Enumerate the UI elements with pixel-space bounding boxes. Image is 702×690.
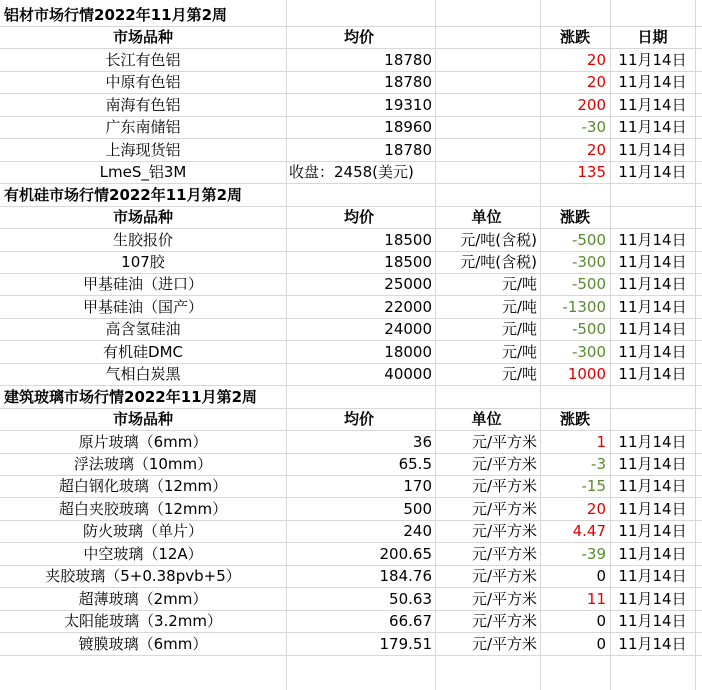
price-value[interactable]: 18960 bbox=[384, 118, 432, 137]
close-value[interactable]: 收盘：2458(美元) bbox=[289, 163, 414, 182]
date-value[interactable]: 11月14日 bbox=[618, 589, 687, 608]
change-value[interactable]: 0 bbox=[596, 567, 606, 586]
product-name[interactable]: 高含氢硅油 bbox=[105, 320, 181, 339]
header-change[interactable]: 涨跌 bbox=[559, 410, 590, 429]
unit-value[interactable]: 元/吨 bbox=[501, 297, 537, 316]
table-row bbox=[0, 116, 702, 139]
table-row bbox=[0, 49, 702, 72]
product-name[interactable]: 南海有色铝 bbox=[105, 95, 181, 114]
change-value[interactable]: 20 bbox=[586, 50, 606, 69]
change-value[interactable]: -15 bbox=[581, 477, 606, 496]
date-value[interactable]: 11月14日 bbox=[618, 544, 687, 563]
price-value[interactable]: 65.5 bbox=[398, 455, 432, 473]
change-value[interactable]: 0 bbox=[596, 634, 606, 653]
header-name[interactable]: 市场品种 bbox=[112, 410, 173, 429]
product-name[interactable]: 有机硅DMC bbox=[103, 342, 183, 361]
header-price[interactable]: 均价 bbox=[343, 410, 374, 429]
date-value[interactable]: 11月14日 bbox=[618, 73, 687, 92]
product-name[interactable]: 甲基硅油（国产） bbox=[82, 297, 203, 316]
date-value[interactable]: 11月14日 bbox=[618, 634, 687, 653]
date-value[interactable]: 11月14日 bbox=[618, 163, 687, 182]
unit-value[interactable]: 元/吨(含税) bbox=[460, 252, 537, 271]
change-value[interactable]: 1 bbox=[596, 432, 606, 451]
date-value[interactable]: 11月14日 bbox=[618, 50, 687, 69]
price-value[interactable]: 36 bbox=[412, 432, 432, 451]
unit-value[interactable]: 元/平方米 bbox=[471, 589, 537, 608]
table-row bbox=[0, 363, 702, 386]
header-price[interactable]: 均价 bbox=[343, 28, 374, 47]
product-name[interactable]: 气相白炭黑 bbox=[105, 365, 181, 384]
section-title[interactable]: 建筑玻璃市场行情2022年11月第2周 bbox=[4, 387, 258, 406]
change-value[interactable]: 1000 bbox=[567, 365, 606, 384]
unit-value[interactable]: 元/平方米 bbox=[471, 432, 537, 451]
date-value[interactable]: 11月14日 bbox=[618, 455, 687, 473]
change-value[interactable]: 11 bbox=[586, 589, 606, 608]
section-title-silicone bbox=[0, 184, 702, 207]
table-row bbox=[0, 543, 702, 566]
table-row bbox=[0, 431, 702, 454]
price-value[interactable]: 24000 bbox=[384, 320, 432, 339]
product-name[interactable]: 超薄玻璃（2mm） bbox=[78, 589, 208, 608]
unit-value[interactable]: 元/平方米 bbox=[471, 544, 537, 563]
table-row bbox=[0, 139, 702, 162]
change-value[interactable]: 0 bbox=[596, 612, 606, 631]
table-row bbox=[0, 633, 702, 656]
section-title[interactable]: 有机硅市场行情2022年11月第2周 bbox=[4, 185, 243, 204]
date-value[interactable]: 11月14日 bbox=[618, 567, 687, 586]
header-name[interactable]: 市场品种 bbox=[112, 28, 173, 47]
product-name[interactable]: 中原有色铝 bbox=[105, 73, 181, 92]
table-row bbox=[0, 341, 702, 364]
date-value[interactable]: 11月14日 bbox=[618, 275, 687, 294]
change-value[interactable]: 20 bbox=[586, 140, 606, 159]
product-name[interactable]: 中空玻璃（12A） bbox=[83, 544, 203, 563]
price-value[interactable]: 22000 bbox=[384, 297, 432, 316]
price-value[interactable]: 19310 bbox=[384, 95, 432, 114]
table-row bbox=[0, 71, 702, 94]
unit-value[interactable]: 元/平方米 bbox=[471, 477, 537, 496]
product-name[interactable]: 生胶报价 bbox=[112, 230, 173, 249]
date-value[interactable]: 11月14日 bbox=[618, 252, 687, 271]
section-title-aluminum bbox=[0, 4, 702, 27]
date-value[interactable]: 11月14日 bbox=[618, 612, 687, 631]
date-value[interactable]: 11月14日 bbox=[618, 230, 687, 249]
unit-value[interactable]: 元/平方米 bbox=[471, 522, 537, 541]
table-row bbox=[0, 588, 702, 611]
change-value[interactable]: -3 bbox=[591, 455, 606, 473]
date-value[interactable]: 11月14日 bbox=[618, 297, 687, 316]
date-value[interactable]: 11月14日 bbox=[618, 95, 687, 114]
change-value[interactable]: -500 bbox=[571, 230, 606, 249]
product-name[interactable]: 防火玻璃（单片） bbox=[82, 522, 203, 541]
price-value[interactable]: 18780 bbox=[384, 73, 432, 92]
table-row bbox=[0, 94, 702, 117]
unit-value[interactable]: 元/平方米 bbox=[471, 455, 537, 473]
price-value[interactable]: 18780 bbox=[384, 140, 432, 159]
price-value[interactable]: 18780 bbox=[384, 50, 432, 69]
change-value[interactable]: 135 bbox=[577, 163, 606, 182]
product-name[interactable]: 超白钢化玻璃（12mm） bbox=[58, 477, 228, 496]
section-title[interactable]: 铝材市场行情2022年11月第2周 bbox=[4, 6, 228, 24]
header-unit[interactable]: 单位 bbox=[471, 410, 502, 429]
price-value[interactable]: 18000 bbox=[384, 342, 432, 361]
header-unit[interactable]: 单位 bbox=[471, 208, 502, 227]
header-row-glass bbox=[0, 408, 702, 431]
change-value[interactable]: 20 bbox=[586, 499, 606, 518]
date-value[interactable]: 11月14日 bbox=[618, 477, 687, 496]
price-value[interactable]: 18500 bbox=[384, 252, 432, 271]
header-name[interactable]: 市场品种 bbox=[112, 208, 173, 227]
product-name[interactable]: 浮法玻璃（10mm） bbox=[73, 455, 213, 473]
unit-value[interactable]: 元/平方米 bbox=[471, 567, 537, 586]
header-price[interactable]: 均价 bbox=[343, 208, 374, 227]
date-value[interactable]: 11月14日 bbox=[618, 432, 687, 451]
price-value[interactable]: 170 bbox=[403, 477, 432, 496]
table-row bbox=[0, 565, 702, 588]
date-value[interactable]: 11月14日 bbox=[618, 365, 687, 384]
price-value[interactable]: 18500 bbox=[384, 230, 432, 249]
table-row bbox=[0, 453, 702, 476]
product-name[interactable]: LmeS_铝3M bbox=[99, 163, 187, 182]
unit-value[interactable]: 元/吨 bbox=[501, 342, 537, 361]
product-name[interactable]: 107胶 bbox=[121, 252, 165, 271]
date-value[interactable]: 11月14日 bbox=[618, 118, 687, 137]
product-name[interactable]: 甲基硅油（进口） bbox=[82, 275, 203, 294]
table-row bbox=[0, 475, 702, 498]
price-value[interactable]: 500 bbox=[403, 499, 432, 518]
date-value[interactable]: 11月14日 bbox=[618, 499, 687, 518]
table-row bbox=[0, 520, 702, 543]
product-name[interactable]: 超白夹胶玻璃（12mm） bbox=[58, 499, 228, 518]
table-row bbox=[0, 318, 702, 341]
price-value[interactable]: 25000 bbox=[384, 275, 432, 294]
header-row-aluminum bbox=[0, 26, 702, 49]
table-row bbox=[0, 251, 702, 274]
date-value[interactable]: 11月14日 bbox=[618, 320, 687, 339]
change-value[interactable]: -30 bbox=[581, 118, 606, 137]
change-value[interactable]: -500 bbox=[571, 275, 606, 294]
change-value[interactable]: -1300 bbox=[562, 297, 606, 316]
date-value[interactable]: 11月14日 bbox=[618, 140, 687, 159]
price-value[interactable]: 179.51 bbox=[379, 634, 432, 653]
price-value[interactable]: 240 bbox=[403, 522, 432, 541]
table-row bbox=[0, 498, 702, 521]
price-value[interactable]: 66.67 bbox=[389, 612, 432, 631]
change-value[interactable]: -500 bbox=[571, 320, 606, 339]
product-name[interactable]: 长江有色铝 bbox=[105, 50, 181, 69]
table-row bbox=[0, 610, 702, 633]
change-value[interactable]: -39 bbox=[581, 544, 606, 563]
product-name[interactable]: 原片玻璃（6mm） bbox=[78, 432, 208, 451]
product-name[interactable]: 上海现货铝 bbox=[105, 140, 181, 159]
product-name[interactable]: 太阳能玻璃（3.2mm） bbox=[63, 612, 223, 631]
product-name[interactable]: 广东南储铝 bbox=[105, 118, 181, 137]
change-value[interactable]: -300 bbox=[571, 342, 606, 361]
section-title-glass bbox=[0, 386, 702, 409]
unit-value[interactable]: 元/吨 bbox=[501, 320, 537, 339]
change-value[interactable]: 200 bbox=[577, 95, 606, 114]
unit-value[interactable]: 元/平方米 bbox=[471, 634, 537, 653]
header-change[interactable]: 涨跌 bbox=[559, 208, 590, 227]
table-row bbox=[0, 273, 702, 296]
header-change[interactable]: 涨跌 bbox=[559, 28, 590, 47]
price-value[interactable]: 50.63 bbox=[389, 589, 432, 608]
price-value[interactable]: 200.65 bbox=[379, 544, 432, 563]
unit-value[interactable]: 元/吨 bbox=[501, 275, 537, 294]
date-value[interactable]: 11月14日 bbox=[618, 342, 687, 361]
product-name[interactable]: 镀膜玻璃（6mm） bbox=[78, 634, 208, 653]
unit-value[interactable]: 元/吨(含税) bbox=[460, 230, 537, 249]
table-row-lme bbox=[0, 161, 702, 184]
unit-value[interactable]: 元/平方米 bbox=[471, 499, 537, 518]
table-row bbox=[0, 229, 702, 252]
change-value[interactable]: -300 bbox=[571, 252, 606, 271]
table-row bbox=[0, 296, 702, 319]
header-date[interactable]: 日期 bbox=[637, 28, 668, 47]
unit-value[interactable]: 元/吨 bbox=[501, 365, 537, 384]
product-name[interactable]: 夹胶玻璃（5+0.38pvb+5） bbox=[45, 567, 241, 586]
header-row-silicone bbox=[0, 206, 702, 229]
price-value[interactable]: 40000 bbox=[384, 365, 432, 384]
change-value[interactable]: 20 bbox=[586, 73, 606, 92]
date-value[interactable]: 11月14日 bbox=[618, 522, 687, 541]
price-value[interactable]: 184.76 bbox=[379, 567, 432, 586]
unit-value[interactable]: 元/平方米 bbox=[471, 612, 537, 631]
change-value[interactable]: 4.47 bbox=[572, 522, 606, 541]
